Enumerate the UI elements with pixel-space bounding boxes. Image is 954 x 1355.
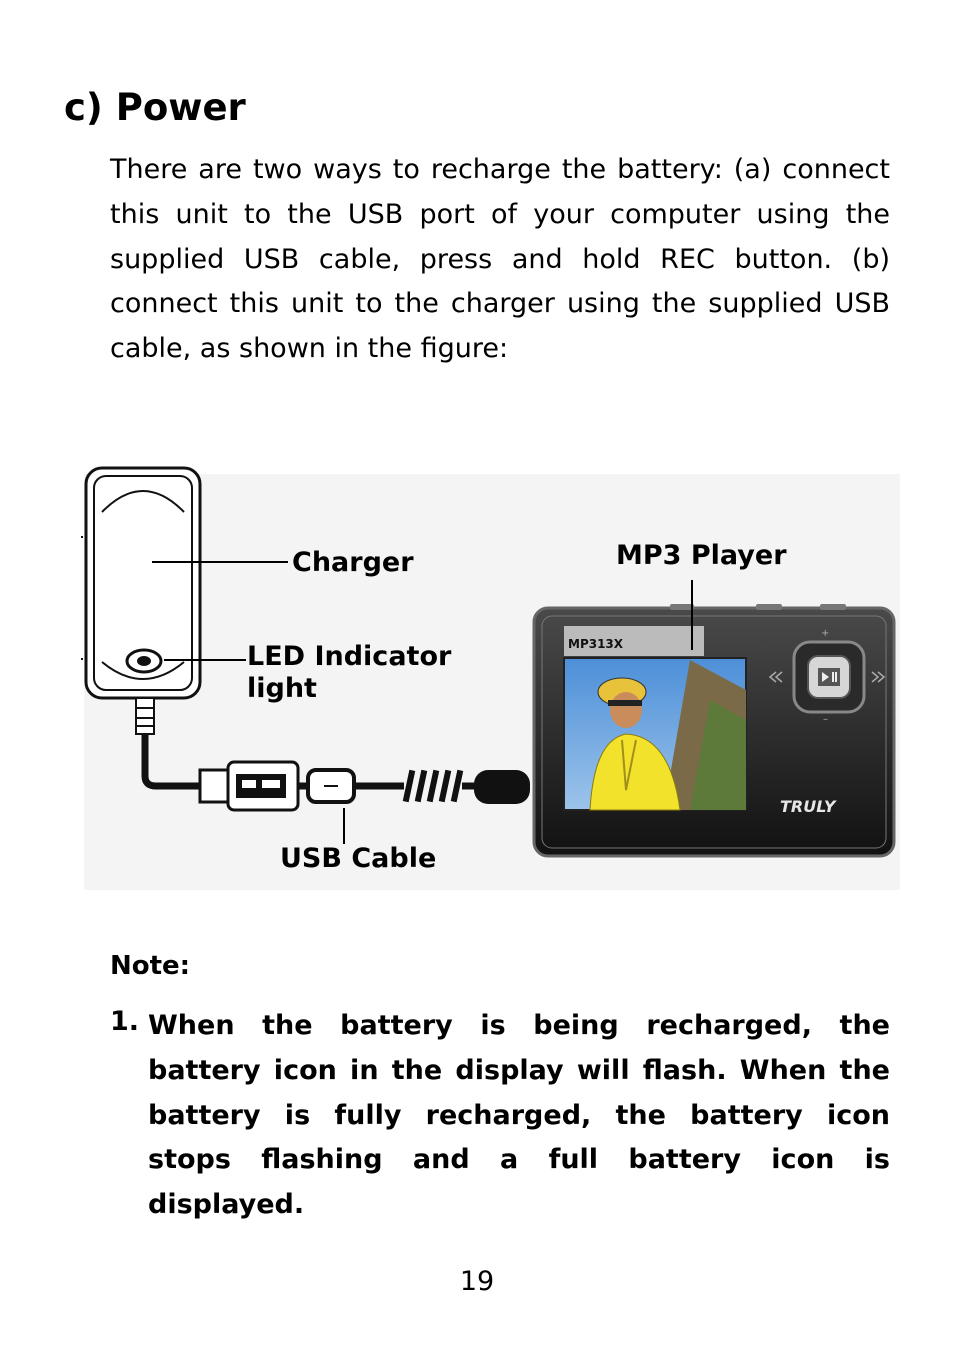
- section-body: There are two ways to recharge the battery: (a) connect this unit to the USB port of your computer using the supplied USB cable, press and hold REC button. (b) connect this unit to the charger using the supplied USB cable, as shown in the figure:: [110, 154, 890, 365]
- note-title: Note:: [110, 951, 191, 981]
- svg-text:+: +: [821, 628, 830, 639]
- led-indicator-label: LED Indicator: [247, 641, 452, 672]
- charger-illustration: [82, 468, 200, 734]
- led-indicator-label-line2: light: [247, 673, 317, 704]
- usb-cable-label: USB Cable: [280, 843, 437, 874]
- note-item-number: 1.: [110, 1006, 140, 1037]
- mp3-player-label: MP3 Player: [616, 540, 787, 571]
- note-item-text: When the battery is being recharged, the battery icon in the display will flash. When the battery is fully recharged, the battery icon stops flashing and a full battery icon is displayed.: [148, 1010, 890, 1221]
- page-number: 19: [459, 1266, 495, 1297]
- charging-diagram: [80, 460, 902, 896]
- device-brand-text: TRULY: [780, 797, 836, 816]
- mp3-player-illustration: [534, 604, 894, 856]
- charging-figure: [80, 460, 902, 896]
- svg-text:–: –: [823, 714, 828, 725]
- charger-label: Charger: [292, 547, 414, 578]
- section-heading: c) Power: [64, 86, 246, 129]
- device-model-text: MP313X: [568, 637, 624, 651]
